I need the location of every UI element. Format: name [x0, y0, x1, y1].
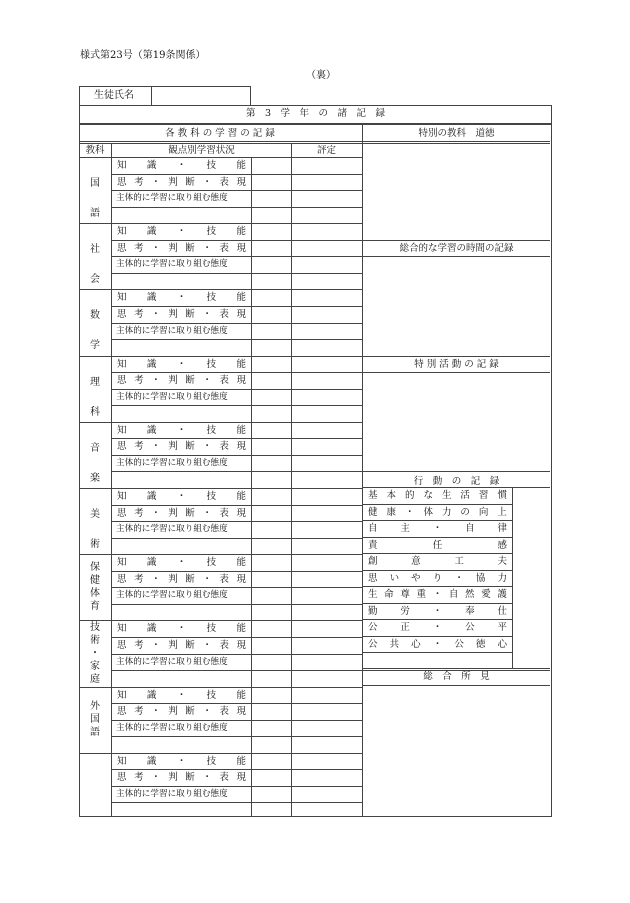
col-rating: 評定 — [316, 145, 336, 156]
behavior-char: 命 — [384, 589, 394, 600]
criterion-char: 能 — [236, 623, 246, 634]
behavior-char: 任 — [432, 540, 443, 551]
criterion-char: 判 — [168, 772, 178, 783]
criterion-char: 識 — [146, 292, 157, 303]
criterion-attitude: 主体的に学習に取り組む態度 — [116, 524, 228, 534]
behavior-char: ・ — [454, 573, 464, 584]
criterion-char: 能 — [236, 491, 246, 502]
criterion-char: 技 — [206, 623, 217, 634]
criterion-char: 表 — [219, 441, 229, 452]
behavior-item — [368, 557, 507, 567]
criterion-char: 断 — [185, 706, 195, 717]
criterion-knowledge — [117, 558, 246, 568]
criterion-char: 技 — [206, 160, 217, 171]
behavior-char: 共 — [389, 639, 400, 650]
subject-char: 技 — [90, 622, 100, 633]
subject-char: ・ — [90, 648, 100, 659]
criterion-char: 断 — [185, 243, 195, 254]
criterion-char: ・ — [176, 425, 187, 436]
criterion-char: 技 — [206, 756, 217, 767]
subject-label — [88, 368, 102, 428]
behavior-item — [368, 623, 507, 633]
criterion-thinking — [117, 244, 246, 254]
behavior-char: 護 — [497, 589, 507, 600]
criterion-char: 判 — [168, 441, 178, 452]
criterion-char: 断 — [185, 508, 195, 519]
subject-label — [88, 235, 102, 295]
criterion-char: 考 — [134, 309, 144, 320]
criterion-char: ・ — [151, 706, 161, 717]
behavior-char: 奉 — [465, 606, 475, 617]
criterion-char: 知 — [117, 623, 127, 634]
behavior-char: 尊 — [400, 589, 410, 600]
subject-char: 国 — [90, 714, 100, 725]
criterion-char: ・ — [151, 243, 161, 254]
criterion-char: 識 — [146, 160, 157, 171]
criterion-char: 知 — [117, 226, 127, 237]
criterion-char: ・ — [176, 491, 187, 502]
behavior-char: 康 — [386, 507, 396, 518]
criterion-char: 判 — [168, 574, 178, 585]
behavior-char: 正 — [400, 622, 410, 633]
criterion-attitude: 主体的に学習に取り組む態度 — [116, 458, 228, 468]
subject-char: 語 — [90, 208, 100, 219]
criterion-char: ・ — [176, 557, 187, 568]
criterion-char: 識 — [146, 491, 157, 502]
back-side-label: （裏） — [306, 70, 336, 81]
behavior-char: り — [432, 573, 443, 584]
behavior-char: 向 — [478, 507, 489, 518]
criterion-attitude: 主体的に学習に取り組む態度 — [116, 789, 228, 799]
behavior-char: ・ — [432, 589, 443, 600]
criterion-char: 識 — [146, 226, 157, 237]
behavior-char: 自 — [448, 589, 459, 600]
criterion-attitude: 主体的に学習に取り組む態度 — [116, 259, 228, 269]
criterion-char: ・ — [202, 441, 212, 452]
behavior-char: 慣 — [497, 490, 507, 501]
criterion-char: ・ — [151, 574, 161, 585]
criterion-char: 識 — [146, 557, 157, 568]
behavior-char: 平 — [497, 622, 507, 633]
behavior-char: 協 — [475, 573, 486, 584]
criterion-knowledge — [117, 360, 246, 370]
criterion-char: 現 — [236, 706, 246, 717]
criterion-thinking — [117, 575, 246, 585]
learning-title: 各 教 科 の 学 習 の 記 録 — [165, 128, 275, 139]
behavior-char: 心 — [497, 639, 507, 650]
criterion-char: 断 — [185, 772, 195, 783]
criterion-char: 断 — [185, 441, 195, 452]
criterion-char: ・ — [151, 640, 161, 651]
subject-char: 体 — [90, 588, 100, 599]
criterion-char: 判 — [168, 640, 178, 651]
form-number: 様式第23号（第19条関係） — [80, 50, 206, 61]
criterion-char: 考 — [134, 508, 144, 519]
behavior-char: 意 — [411, 556, 421, 567]
behavior-char: 愛 — [481, 589, 491, 600]
criterion-char: ・ — [151, 309, 161, 320]
criterion-char: ・ — [176, 690, 187, 701]
criterion-char: 表 — [219, 574, 229, 585]
criterion-char: 判 — [168, 706, 178, 717]
criterion-char: 知 — [117, 756, 127, 767]
behavior-char: 習 — [478, 490, 489, 501]
student-name-field[interactable] — [153, 88, 247, 103]
criterion-char: 識 — [146, 690, 157, 701]
criterion-thinking — [117, 376, 246, 386]
criterion-thinking — [117, 641, 246, 651]
integrated-title: 総合的な学習の時間の記録 — [399, 243, 514, 254]
criterion-thinking — [117, 509, 246, 519]
criterion-char: 技 — [206, 226, 217, 237]
behavior-char: 徳 — [475, 639, 486, 650]
criterion-char: 技 — [206, 292, 217, 303]
behavior-char: 仕 — [497, 606, 507, 617]
behavior-char: 上 — [497, 507, 507, 518]
behavior-char: 健 — [368, 507, 378, 518]
criterion-char: 識 — [146, 756, 157, 767]
subject-char: 社 — [90, 244, 100, 255]
criterion-char: 識 — [146, 623, 157, 634]
criterion-char: 表 — [219, 706, 229, 717]
criterion-thinking — [117, 442, 246, 452]
criterion-char: 表 — [219, 309, 229, 320]
criterion-char: 表 — [219, 375, 229, 386]
criterion-char: 技 — [206, 690, 217, 701]
behavior-char: 公 — [465, 622, 475, 633]
criterion-char: 断 — [185, 309, 195, 320]
criterion-char: 現 — [236, 309, 246, 320]
criterion-char: 技 — [206, 425, 217, 436]
behavior-char: 勤 — [368, 606, 378, 617]
criterion-char: 思 — [117, 309, 127, 320]
behavior-char: の — [460, 507, 470, 518]
behavior-char: 責 — [368, 540, 378, 551]
behavior-char: 自 — [368, 523, 378, 534]
criterion-char: 現 — [236, 177, 246, 188]
subject-label — [88, 169, 102, 229]
criterion-char: 断 — [185, 177, 195, 188]
criterion-char: ・ — [202, 375, 212, 386]
behavior-char: 的 — [404, 490, 415, 501]
subject-char: 保 — [90, 562, 100, 573]
behavior-char: 心 — [411, 639, 421, 650]
criterion-char: ・ — [202, 177, 212, 188]
criterion-char: 能 — [236, 226, 246, 237]
behavior-char: 然 — [465, 589, 475, 600]
criterion-char: 能 — [236, 425, 246, 436]
criterion-char: 思 — [117, 441, 127, 452]
criterion-char: 判 — [168, 177, 178, 188]
criterion-attitude: 主体的に学習に取り組む態度 — [116, 590, 228, 600]
criterion-char: 技 — [206, 557, 217, 568]
criterion-char: 知 — [117, 690, 127, 701]
criterion-char: 能 — [236, 359, 246, 370]
criterion-char: 考 — [134, 243, 144, 254]
subject-char: 外 — [90, 701, 100, 712]
subject-char: 数 — [90, 310, 100, 321]
behavior-char: 力 — [441, 507, 452, 518]
criterion-char: ・ — [202, 706, 212, 717]
behavior-char: 生 — [441, 490, 452, 501]
subject-char: 育 — [90, 601, 100, 612]
behavior-item — [368, 590, 507, 600]
criterion-char: 識 — [146, 425, 157, 436]
behavior-char: 活 — [460, 490, 470, 501]
subject-label — [88, 301, 102, 361]
subject-char: 楽 — [90, 473, 100, 484]
criterion-char: 知 — [117, 491, 127, 502]
criterion-char: ・ — [176, 623, 187, 634]
criterion-thinking — [117, 310, 246, 320]
behavior-item — [368, 574, 507, 584]
criterion-char: 能 — [236, 756, 246, 767]
subject-char: 理 — [90, 377, 100, 388]
criterion-char: 断 — [185, 574, 195, 585]
criterion-char: ・ — [202, 772, 212, 783]
behavior-char: 公 — [368, 622, 378, 633]
criterion-char: 現 — [236, 640, 246, 651]
criterion-knowledge — [117, 293, 246, 303]
criterion-knowledge — [117, 161, 246, 171]
criterion-char: ・ — [151, 375, 161, 386]
behavior-char: 重 — [416, 589, 427, 600]
criterion-char: ・ — [151, 441, 161, 452]
criterion-char: 現 — [236, 574, 246, 585]
criterion-char: 現 — [236, 243, 246, 254]
behavior-char: 主 — [400, 523, 410, 534]
subject-char: 術 — [90, 539, 100, 550]
criterion-knowledge — [117, 691, 246, 701]
behavior-item — [368, 491, 507, 501]
behavior-item — [368, 541, 507, 551]
subject-char: 庭 — [90, 674, 100, 685]
criterion-char: 判 — [168, 375, 178, 386]
criterion-char: 能 — [236, 292, 246, 303]
criterion-char: 現 — [236, 375, 246, 386]
criterion-char: ・ — [176, 359, 187, 370]
subject-char: 国 — [90, 178, 100, 189]
behavior-item — [368, 524, 507, 534]
subject-label — [88, 500, 102, 560]
criterion-char: 思 — [117, 574, 127, 585]
behavior-char: ・ — [432, 622, 443, 633]
criterion-char: 現 — [236, 772, 246, 783]
criterion-thinking — [117, 773, 246, 783]
overall-title: 総 合 所 見 — [423, 671, 490, 682]
behavior-char: な — [423, 490, 433, 501]
criterion-char: 能 — [236, 690, 246, 701]
criterion-char: 思 — [117, 177, 127, 188]
criterion-thinking — [117, 707, 246, 717]
criterion-char: 考 — [134, 574, 144, 585]
criterion-char: 能 — [236, 160, 246, 171]
criterion-knowledge — [117, 227, 246, 237]
criterion-char: ・ — [176, 160, 187, 171]
behavior-char: 感 — [497, 540, 507, 551]
criterion-char: 断 — [185, 375, 195, 386]
subject-label — [88, 434, 102, 494]
behavior-char: 自 — [465, 523, 475, 534]
subject-char: 学 — [90, 340, 100, 351]
criterion-char: 識 — [146, 359, 157, 370]
behavior-char: ・ — [404, 507, 415, 518]
behavior-char: ・ — [432, 606, 443, 617]
behavior-char: 工 — [454, 556, 464, 567]
criterion-char: 表 — [219, 640, 229, 651]
subject-char: 会 — [90, 274, 100, 285]
behavior-char: 労 — [400, 606, 410, 617]
behavior-char: ・ — [432, 639, 443, 650]
criterion-knowledge — [117, 426, 246, 436]
criterion-char: 考 — [134, 706, 144, 717]
criterion-char: 思 — [117, 243, 127, 254]
criterion-char: 表 — [219, 177, 229, 188]
criterion-char: 表 — [219, 508, 229, 519]
criterion-char: ・ — [202, 309, 212, 320]
criterion-char: 考 — [134, 177, 144, 188]
criterion-knowledge — [117, 757, 246, 767]
behavior-char: 体 — [423, 507, 433, 518]
criterion-char: 思 — [117, 640, 127, 651]
subject-label — [88, 621, 102, 686]
criterion-knowledge — [117, 492, 246, 502]
criterion-char: ・ — [202, 508, 212, 519]
criterion-char: ・ — [176, 226, 187, 237]
criterion-char: ・ — [151, 508, 161, 519]
subject-char: 術 — [90, 635, 100, 646]
criterion-char: 判 — [168, 243, 178, 254]
subject-label — [88, 700, 102, 739]
criterion-char: 判 — [168, 508, 178, 519]
criterion-char: ・ — [202, 640, 212, 651]
subject-char: 美 — [90, 509, 100, 520]
criterion-char: ・ — [176, 292, 187, 303]
behavior-item — [368, 640, 507, 650]
criterion-char: 断 — [185, 640, 195, 651]
behavior-char: 思 — [368, 573, 378, 584]
criterion-char: 思 — [117, 772, 127, 783]
criterion-char: 知 — [117, 425, 127, 436]
criterion-char: 判 — [168, 309, 178, 320]
behavior-item — [368, 508, 507, 518]
criterion-char: 表 — [219, 772, 229, 783]
criterion-char: 表 — [219, 243, 229, 254]
subject-char: 健 — [90, 575, 100, 586]
criterion-char: ・ — [202, 243, 212, 254]
criterion-char: 考 — [134, 640, 144, 651]
criterion-char: ・ — [151, 772, 161, 783]
criterion-attitude: 主体的に学習に取り組む態度 — [116, 657, 228, 667]
criterion-char: 知 — [117, 160, 127, 171]
behavior-char: 公 — [368, 639, 378, 650]
behavior-item — [368, 607, 507, 617]
criterion-char: 考 — [134, 441, 144, 452]
criterion-char: 技 — [206, 491, 217, 502]
subject-char: 家 — [90, 661, 100, 672]
criterion-char: 知 — [117, 292, 127, 303]
behavior-char: 公 — [454, 639, 464, 650]
subject-char: 科 — [90, 407, 100, 418]
criterion-char: 思 — [117, 375, 127, 386]
special-activities-title: 特 別 活 動 の 記 録 — [414, 359, 499, 370]
behavior-char: 力 — [497, 573, 507, 584]
criterion-attitude: 主体的に学習に取り組む態度 — [116, 392, 228, 402]
subject-label — [88, 561, 102, 613]
behavior-char: や — [411, 573, 421, 584]
criterion-char: ・ — [151, 177, 161, 188]
subject-char: 語 — [90, 727, 100, 738]
criterion-char: 技 — [206, 359, 217, 370]
behavior-char: 律 — [497, 523, 507, 534]
criterion-char: 能 — [236, 557, 246, 568]
behavior-char: 基 — [368, 490, 378, 501]
criterion-attitude: 主体的に学習に取り組む態度 — [116, 326, 228, 336]
criterion-char: 知 — [117, 557, 127, 568]
criterion-attitude: 主体的に学習に取り組む態度 — [116, 193, 228, 203]
criterion-char: ・ — [176, 756, 187, 767]
criterion-char: 思 — [117, 508, 127, 519]
behavior-char: 夫 — [497, 556, 507, 567]
criterion-char: 現 — [236, 508, 246, 519]
criterion-char: ・ — [202, 574, 212, 585]
behavior-char: い — [389, 573, 400, 584]
col-viewpoint: 観点別学習状況 — [168, 145, 235, 156]
subject-char: 音 — [90, 443, 100, 454]
col-subject: 教科 — [85, 145, 105, 156]
behavior-char: 生 — [368, 589, 378, 600]
criterion-thinking — [117, 178, 246, 188]
moral-title: 特別の教科 道徳 — [418, 128, 495, 139]
behavior-char: ・ — [432, 523, 443, 534]
main-title: 第 3 学 年 の 諸 記 録 — [245, 108, 386, 119]
behavior-char: 創 — [368, 556, 378, 567]
criterion-char: 現 — [236, 441, 246, 452]
behavior-title: 行 動 の 記 録 — [413, 476, 500, 487]
behavior-char: 本 — [386, 490, 396, 501]
criterion-char: 知 — [117, 359, 127, 370]
criterion-knowledge — [117, 624, 246, 634]
criterion-char: 考 — [134, 375, 144, 386]
criterion-char: 考 — [134, 772, 144, 783]
criterion-char: 思 — [117, 706, 127, 717]
student-name-label: 生徒氏名 — [94, 90, 134, 101]
criterion-attitude: 主体的に学習に取り組む態度 — [116, 723, 228, 733]
